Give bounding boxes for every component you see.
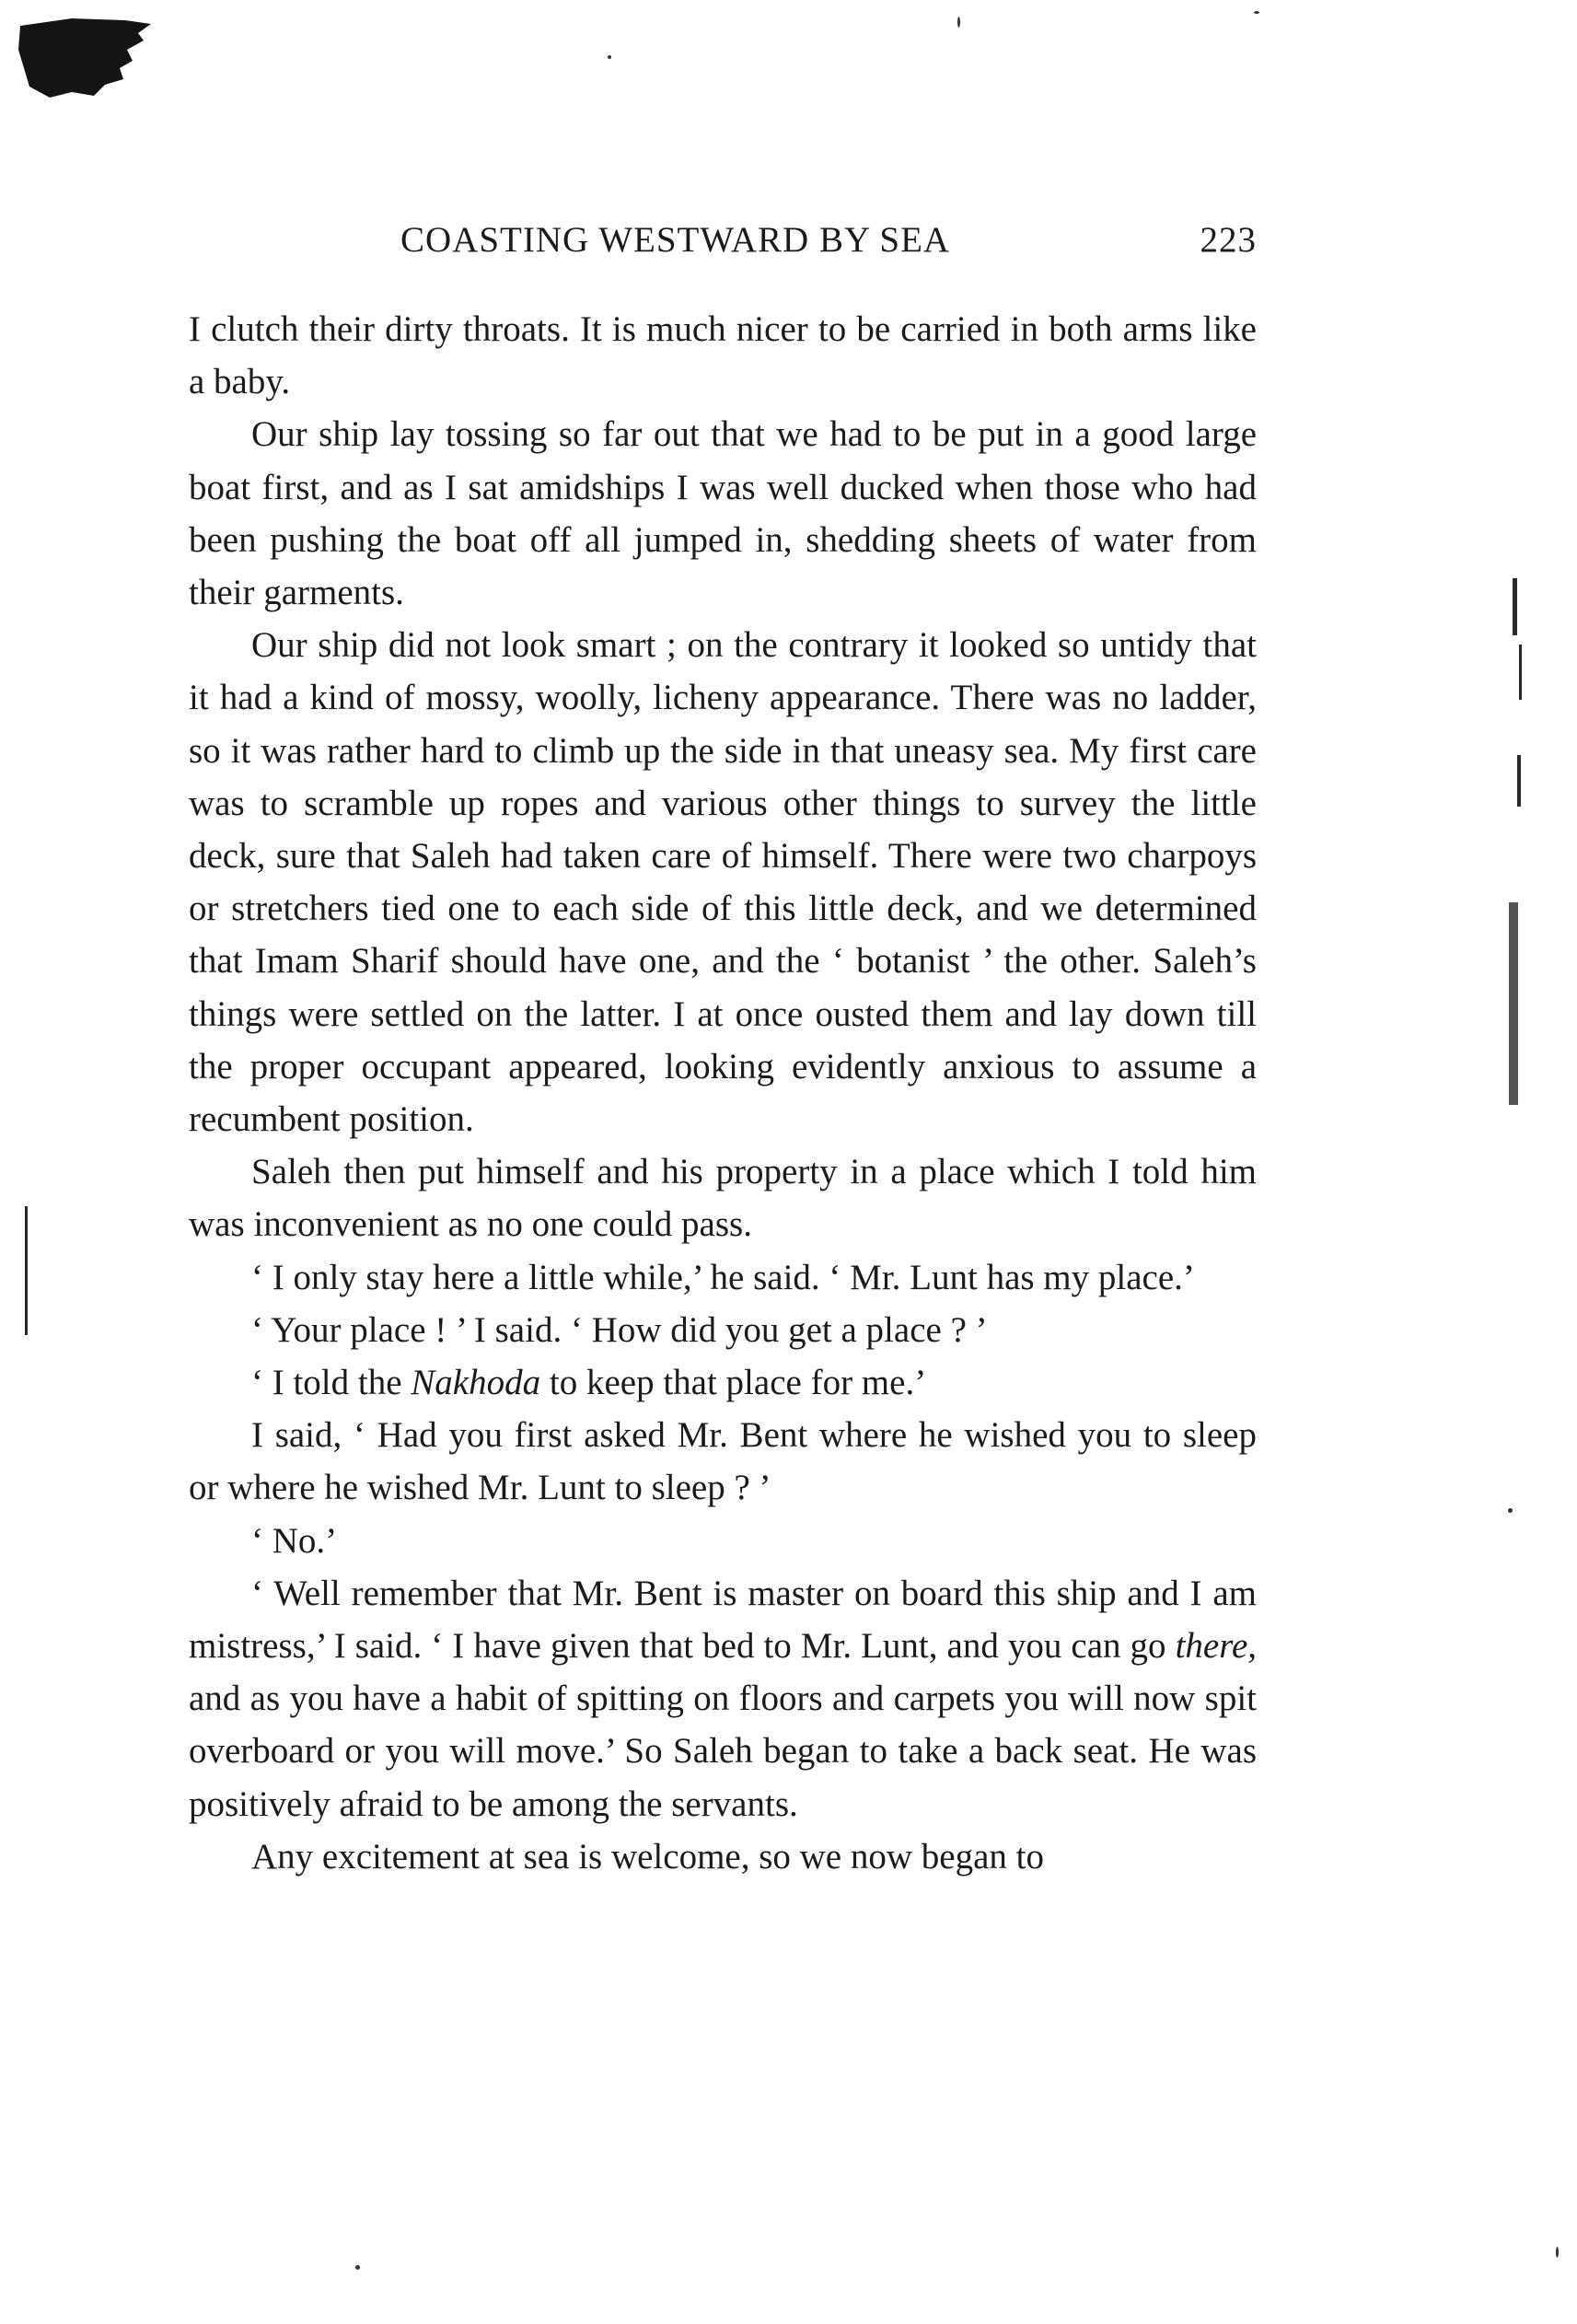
margin-mark (1519, 645, 1522, 700)
margin-mark (1517, 755, 1521, 807)
paragraph: Our ship lay tossing so far out that we had to be put in a good large boat first, and as I sat amidships I was well ducked when those who had been pushing the boat off all jumped in, shedding sheets of water from their garments. (189, 414, 1257, 613)
speck-mark (608, 55, 611, 59)
italic-term: there, (1175, 1626, 1257, 1667)
speck-mark (957, 17, 960, 28)
italic-term: Nakhoda (411, 1363, 541, 1403)
speck-mark (355, 2265, 360, 2270)
speck-mark (1254, 11, 1259, 14)
paragraph-text: ‘ Well remember that Mr. Bent is master on board this ship and I am mistress,’ I said. ‘ I have given that bed to Mr. Lunt, and you can go (189, 1573, 1257, 1667)
paragraph (189, 1356, 1257, 1409)
paragraph: Any excitement at sea is welcome, so we now began to (251, 1836, 1044, 1877)
paragraph-text: and as you have a habit of spitting on floors and carpets you will now spit overboard or you will move.’ So Saleh began to take a back seat. He was positively afraid to be among the servants. (189, 1679, 1257, 1824)
running-title: COASTING WESTWARD BY SEA (400, 220, 951, 260)
running-header (189, 219, 1257, 274)
paragraph: Saleh then put himself and his property in a place which I told him was inconvenient as no one could pass. (189, 1152, 1257, 1245)
paragraph: ‘ No.’ (251, 1520, 338, 1561)
body-text (189, 303, 1257, 1883)
margin-mark (1509, 902, 1518, 1105)
paragraph: Our ship did not look smart ; on the contrary it looked so untidy that it had a kind of mossy, woolly, licheny appearance. There was no ladder, so it was rather hard to climb up the side in that uneasy sea. My first care was to scramble up ropes and various other things to survey the little deck, sure that Saleh had taken care of himself. There were two charpoys or stretchers tied one to each side of this little deck, and we determined that Imam Sharif should have one, and the ‘ botanist ’ the other. Saleh’s things were settled on the latter. I at once ousted them and lay down till the proper occupant appeared, looking evidently anxious to assume a recumbent position. (189, 625, 1257, 1140)
paragraph: I said, ‘ Had you first asked Mr. Bent where he wished you to sleep or where he wished Mr. Lunt to sleep ? ’ (189, 1415, 1257, 1508)
page-number: 223 (1200, 220, 1257, 260)
margin-mark (1513, 578, 1517, 635)
paragraph (189, 1567, 1257, 1830)
ink-blot-mark (17, 13, 155, 101)
speck-mark (1556, 2247, 1559, 2258)
paragraph-text: to keep that place for me.’ (540, 1363, 927, 1403)
paragraph-text: ‘ I told the (251, 1363, 412, 1403)
paragraph: ‘ Your place ! ’ I said. ‘ How did you get a place ? ’ (251, 1309, 988, 1350)
paragraph: ‘ I only stay here a little while,’ he said. ‘ Mr. Lunt has my place.’ (251, 1257, 1195, 1297)
speck-mark (1508, 1508, 1513, 1513)
paragraph: I clutch their dirty throats. It is much nicer to be carried in both arms like a baby. (189, 309, 1257, 402)
margin-mark (25, 1206, 28, 1335)
